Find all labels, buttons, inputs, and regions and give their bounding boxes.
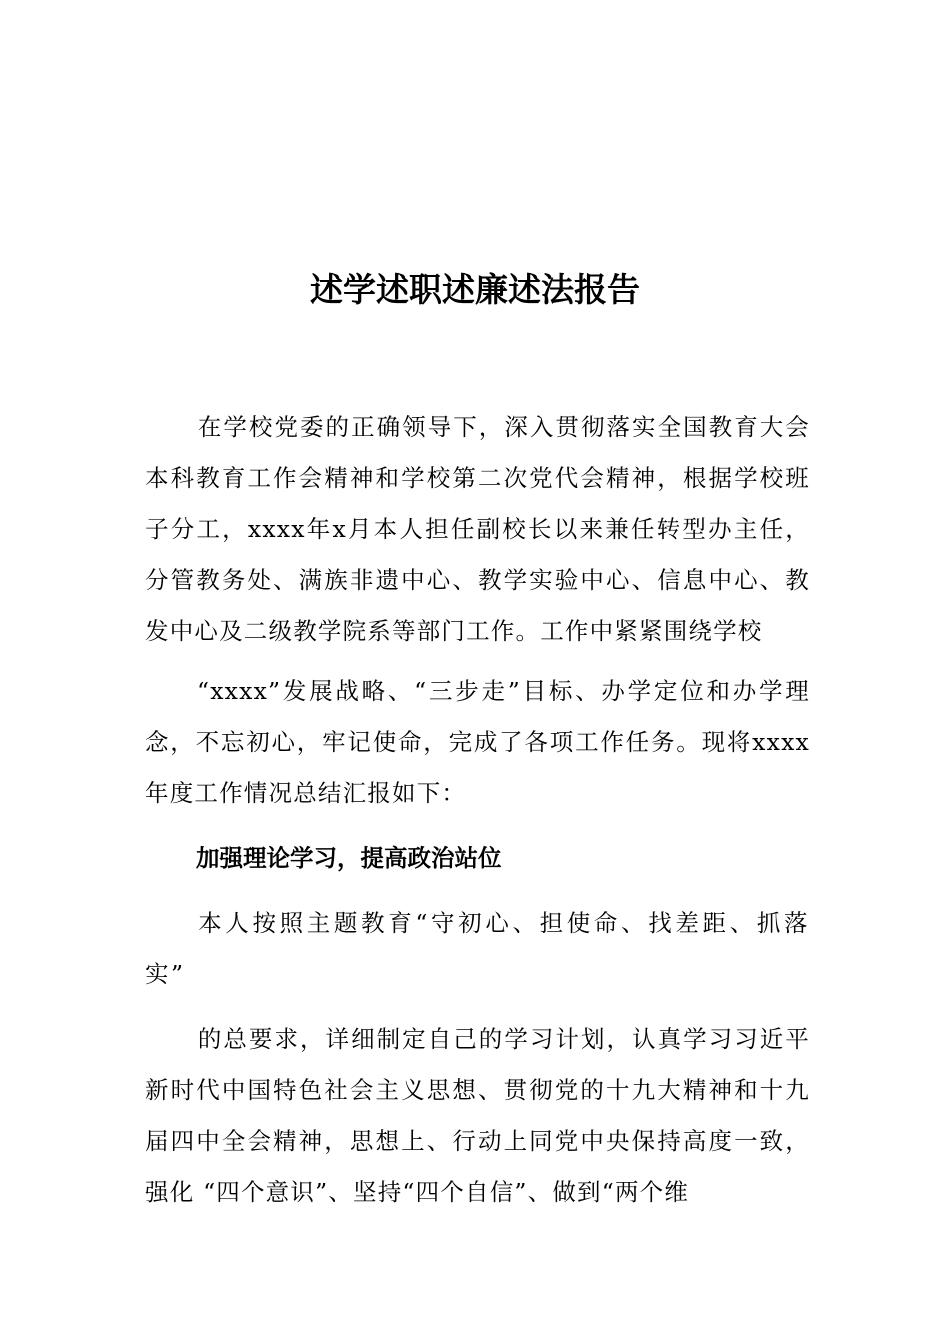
paragraph-4 [145, 1014, 810, 1218]
paragraph-4-text: 的总要求，详细制定自己的学习计划，认真学习习近平新时代中国特色社会主义思想、贯彻党的十九大精神和十九届四中全会精神，思想上、行动上同党中央保持高度一致，强化 “四个意识”、坚持“四个自信”、做到“两个维 [145, 1025, 810, 1206]
section-heading: 加强理论学习，提高政治站位 [196, 844, 502, 872]
paragraph-1 [145, 402, 810, 657]
paragraph-3 [145, 898, 810, 1000]
paragraph-1-text: 在学校党委的正确领导下，深入贯彻落实全国教育大会本科教育工作会精神和学校第二次党代会精神，根据学校班子分工，xxxx年x月本人担任副校长以来兼任转型办主任，分管教务处、满族非遗中心、教学实验中心、信息中心、教发中心及二级教学院系等部门工作。工作中紧紧围绕学校 [145, 413, 810, 645]
paragraph-2-text: “xxxx”发展战略、“三步走”目标、办学定位和办学理念，不忘初心，牢记使命，完成了各项工作任务。现将xxxx年度工作情况总结汇报如下： [145, 677, 810, 807]
paragraph-2 [145, 666, 810, 819]
document-title: 述学述职述廉述法报告 [310, 270, 640, 309]
paragraph-3-text: 本人按照主题教育“守初心、担使命、找差距、抓落实” [145, 909, 810, 988]
